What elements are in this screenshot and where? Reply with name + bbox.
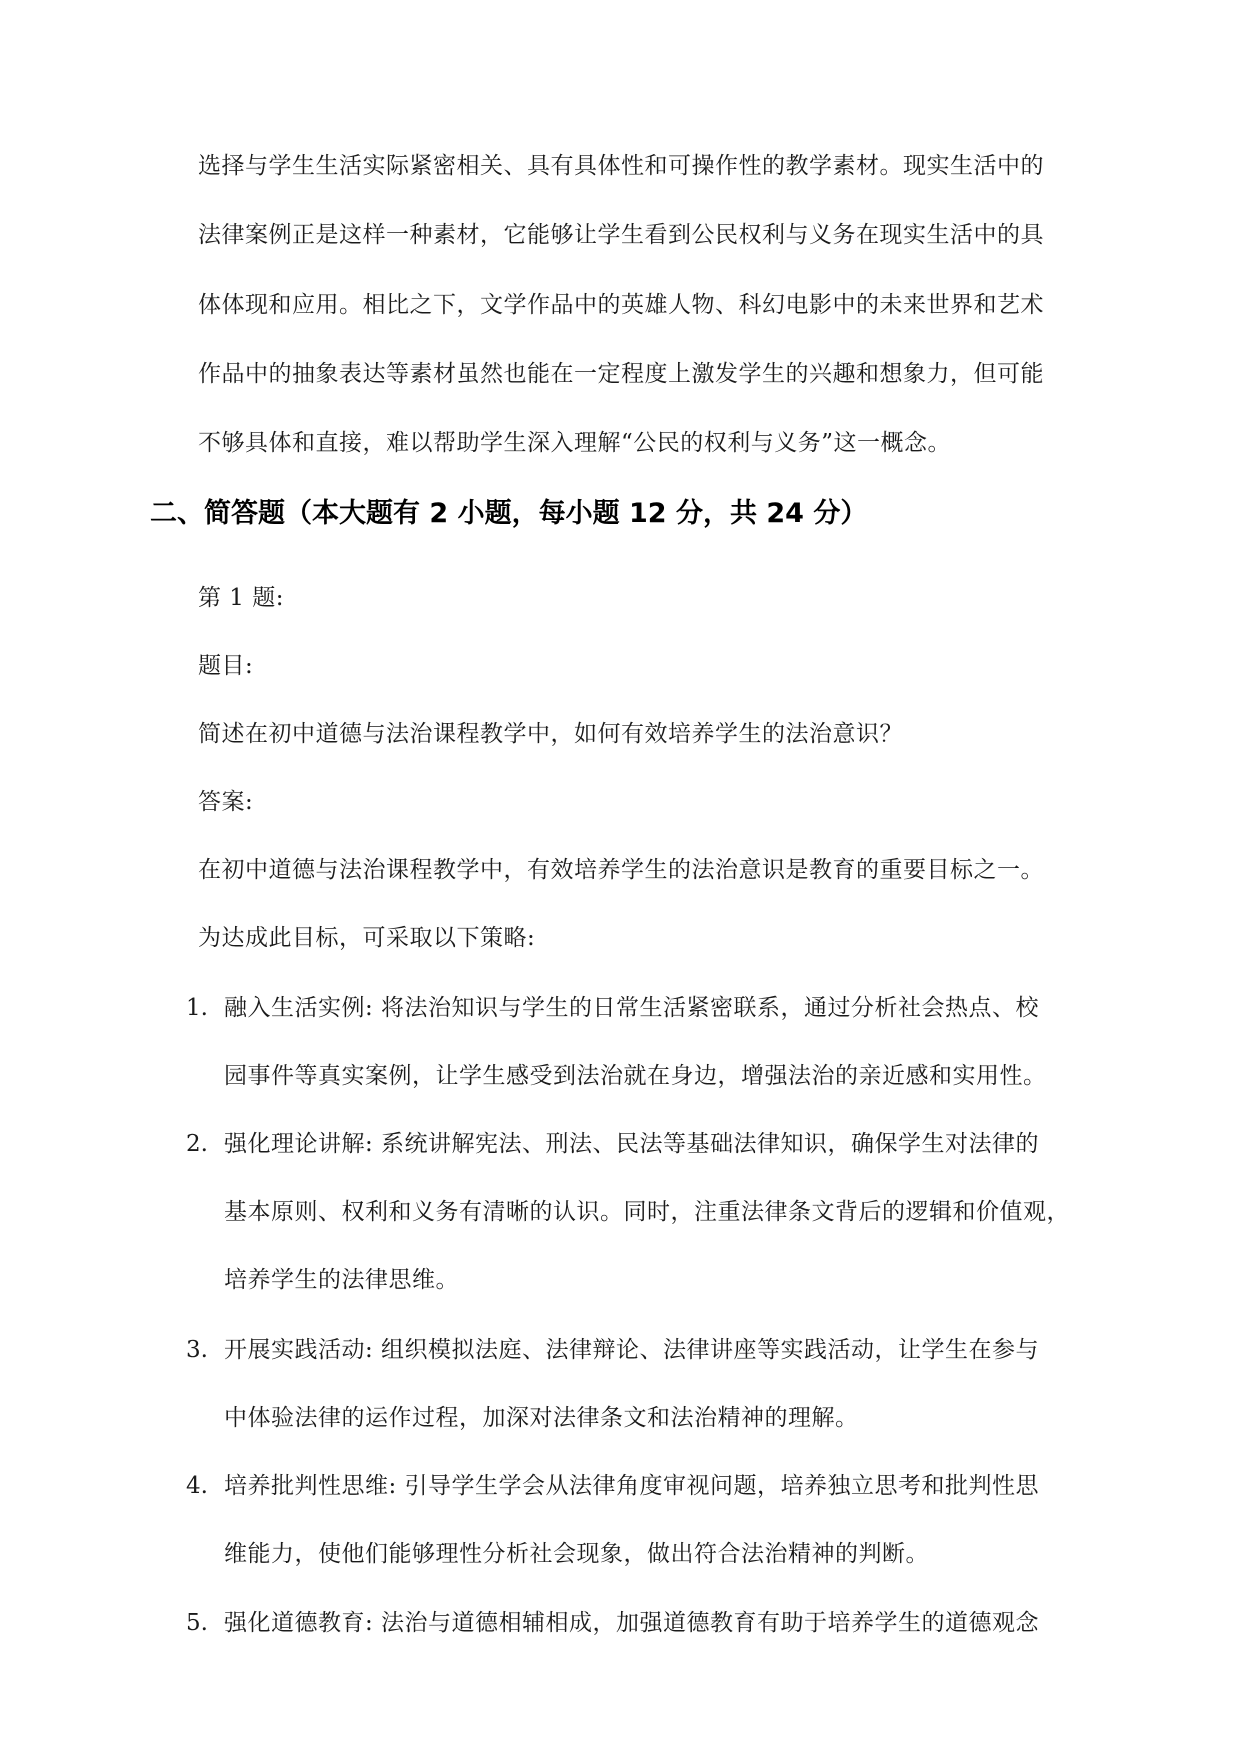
list-item-number: 1. (186, 995, 208, 1021)
list-item-line: 强化道德教育: 法治与道德相辅相成，加强道德教育有助于培养学生的道德观念 (224, 1610, 1040, 1636)
intro-line: 法律案例正是这样一种素材，它能够让学生看到公民权利与义务在现实生活中的具 (198, 222, 1044, 248)
list-item-number: 2. (186, 1131, 208, 1157)
list-item-line: 强化理论讲解: 系统讲解宪法、刑法、民法等基础法律知识，确保学生对法律的 (224, 1131, 1040, 1157)
list-item-line: 融入生活实例: 将法治知识与学生的日常生活紧密联系，通过分析社会热点、校 (224, 995, 1040, 1021)
list-item-number: 3. (186, 1337, 208, 1363)
question-title-label: 题目: (198, 653, 254, 679)
answer-intro-line: 为达成此目标，可采取以下策略: (198, 925, 536, 951)
list-item-line: 培养批判性思维: 引导学生学会从法律角度审视问题，培养独立思考和批判性思 (224, 1473, 1040, 1499)
answer-label: 答案: (198, 789, 254, 815)
intro-line: 作品中的抽象表达等素材虽然也能在一定程度上激发学生的兴趣和想象力，但可能 (198, 361, 1044, 387)
intro-line: 不够具体和直接，难以帮助学生深入理解“公民的权利与义务”这一概念。 (198, 430, 952, 456)
intro-line: 体体现和应用。相比之下，文学作品中的英雄人物、科幻电影中的未来世界和艺术 (198, 292, 1044, 318)
list-item-number: 5. (186, 1610, 208, 1636)
list-item-line: 中体验法律的运作过程，加深对法律条文和法治精神的理解。 (224, 1405, 859, 1431)
list-item-line: 开展实践活动: 组织模拟法庭、法律辩论、法律讲座等实践活动，让学生在参与 (224, 1337, 1040, 1363)
section-heading: 二、简答题（本大题有 2 小题，每小题 12 分，共 24 分） (150, 498, 868, 529)
list-item-number: 4. (186, 1473, 208, 1499)
list-item-line: 培养学生的法律思维。 (224, 1267, 459, 1293)
question-number: 第 1 题: (198, 585, 285, 611)
list-item-line: 园事件等真实案例，让学生感受到法治就在身边，增强法治的亲近感和实用性。 (224, 1063, 1047, 1089)
answer-intro-line: 在初中道德与法治课程教学中，有效培养学生的法治意识是教育的重要目标之一。 (198, 857, 1044, 883)
list-item-line: 基本原则、权利和义务有清晰的认识。同时，注重法律条文背后的逻辑和价值观， (224, 1199, 1070, 1225)
list-item-line: 维能力，使他们能够理性分析社会现象，做出符合法治精神的判断。 (224, 1541, 929, 1567)
intro-line: 选择与学生生活实际紧密相关、具有具体性和可操作性的教学素材。现实生活中的 (198, 153, 1044, 179)
question-prompt: 简述在初中道德与法治课程教学中，如何有效培养学生的法治意识？ (198, 721, 903, 747)
